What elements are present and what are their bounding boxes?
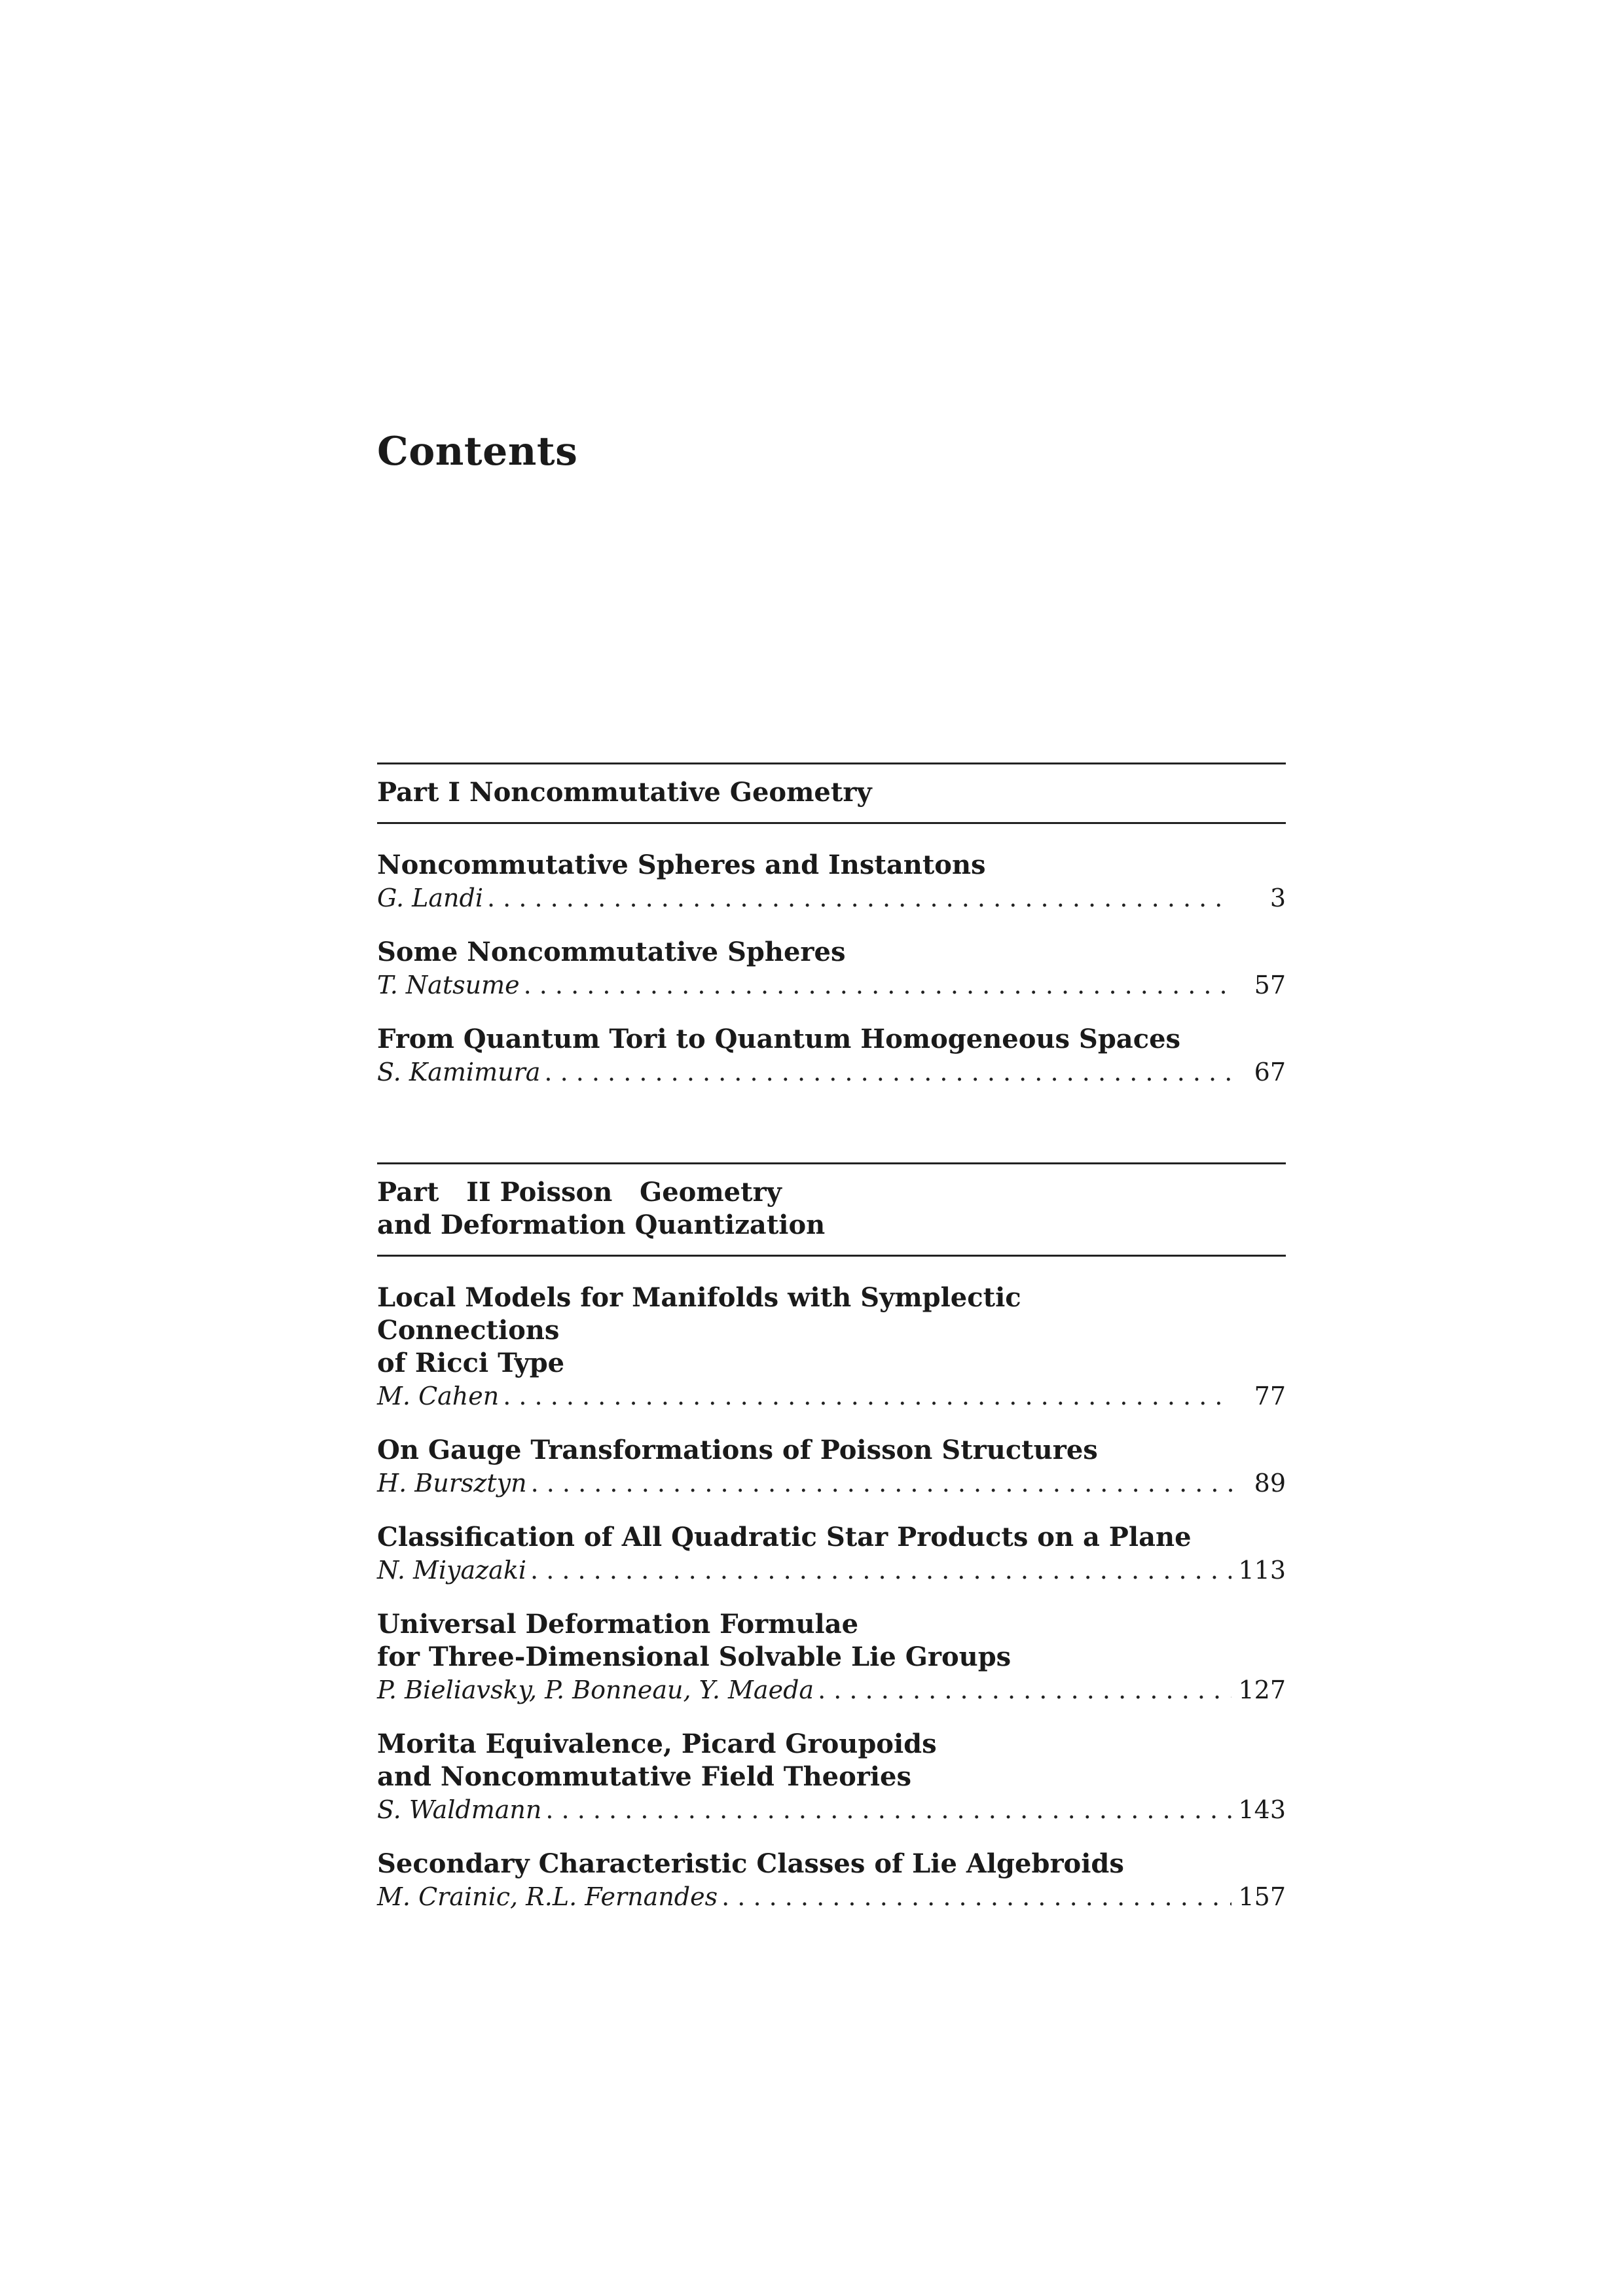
dot-leader xyxy=(818,1674,1231,1706)
entry-title: Local Models for Manifolds with Symplectic Connections of Ricci Type xyxy=(377,1282,1021,1378)
toc-entry[interactable] xyxy=(377,1282,1286,1412)
table-of-contents xyxy=(377,762,1286,1935)
toc-entry[interactable] xyxy=(377,1521,1286,1587)
dot-leader xyxy=(530,1554,1231,1587)
entry-line xyxy=(377,1380,1286,1412)
entry-title: Classification of All Quadratic Star Products on a Plane xyxy=(377,1522,1192,1552)
entry-page-number: 143 xyxy=(1238,1795,1286,1824)
entry-line xyxy=(377,1793,1286,1826)
entry-page-number: 157 xyxy=(1238,1882,1286,1911)
entry-line xyxy=(377,969,1286,1001)
entry-title: Morita Equivalence, Picard Groupoids and Noncommutative Field Theories xyxy=(377,1729,937,1792)
part-section xyxy=(377,762,1286,1088)
entry-title: On Gauge Transformations of Poisson Structures xyxy=(377,1435,1098,1465)
entry-line xyxy=(377,1056,1286,1088)
part-heading: Part I Noncommutative Geometry xyxy=(377,762,1286,824)
entry-page-number: 127 xyxy=(1238,1676,1286,1704)
entry-title: Secondary Characteristic Classes of Lie Algebroids xyxy=(377,1848,1124,1879)
entry-title: From Quantum Tori to Quantum Homogeneous Spaces xyxy=(377,1024,1181,1054)
entry-authors: S. Waldmann xyxy=(377,1795,542,1824)
entry-page-number: 77 xyxy=(1254,1382,1286,1410)
entry-authors: S. Kamimura xyxy=(377,1058,541,1086)
entry-line xyxy=(377,1467,1286,1499)
entry-line xyxy=(377,1674,1286,1706)
dot-leader xyxy=(721,1880,1231,1913)
dot-leader xyxy=(524,969,1232,1001)
toc-entry[interactable] xyxy=(377,849,1286,914)
toc-entry[interactable] xyxy=(377,1848,1286,1913)
entry-authors: G. Landi xyxy=(377,884,484,912)
entry-page-number: 3 xyxy=(1269,884,1286,912)
page-title: Contents xyxy=(377,429,578,475)
toc-entry[interactable] xyxy=(377,1023,1286,1088)
entry-line xyxy=(377,882,1286,914)
entry-title: Universal Deformation Formulae for Three-Dimensional Solvable Lie Groups xyxy=(377,1609,1012,1672)
dot-leader xyxy=(544,1056,1232,1088)
part-heading: Part II Poisson Geometry and Deformation Quantization xyxy=(377,1162,1286,1257)
entry-page-number: 113 xyxy=(1238,1556,1286,1585)
dot-leader xyxy=(487,882,1232,914)
toc-entry[interactable] xyxy=(377,936,1286,1001)
dot-leader xyxy=(503,1380,1232,1412)
entry-authors: T. Natsume xyxy=(377,971,520,999)
entry-title: Noncommutative Spheres and Instantons xyxy=(377,850,986,880)
entry-authors: P. Bieliavsky, P. Bonneau, Y. Maeda xyxy=(377,1676,814,1704)
entry-line xyxy=(377,1554,1286,1587)
dot-leader xyxy=(531,1467,1232,1499)
entry-authors: H. Bursztyn xyxy=(377,1469,527,1498)
entry-authors: N. Miyazaki xyxy=(377,1556,527,1585)
part-section xyxy=(377,1162,1286,1913)
entry-line xyxy=(377,1880,1286,1913)
entry-page-number: 57 xyxy=(1254,971,1286,999)
entry-authors: M. Cahen xyxy=(377,1382,500,1410)
dot-leader xyxy=(545,1793,1231,1826)
part-spacer xyxy=(377,1110,1286,1162)
toc-entry[interactable] xyxy=(377,1608,1286,1706)
entry-page-number: 89 xyxy=(1254,1469,1286,1498)
toc-entry[interactable] xyxy=(377,1434,1286,1499)
toc-entry[interactable] xyxy=(377,1728,1286,1826)
entry-authors: M. Crainic, R.L. Fernandes xyxy=(377,1882,718,1911)
entry-title: Some Noncommutative Spheres xyxy=(377,937,846,967)
entry-page-number: 67 xyxy=(1254,1058,1286,1086)
